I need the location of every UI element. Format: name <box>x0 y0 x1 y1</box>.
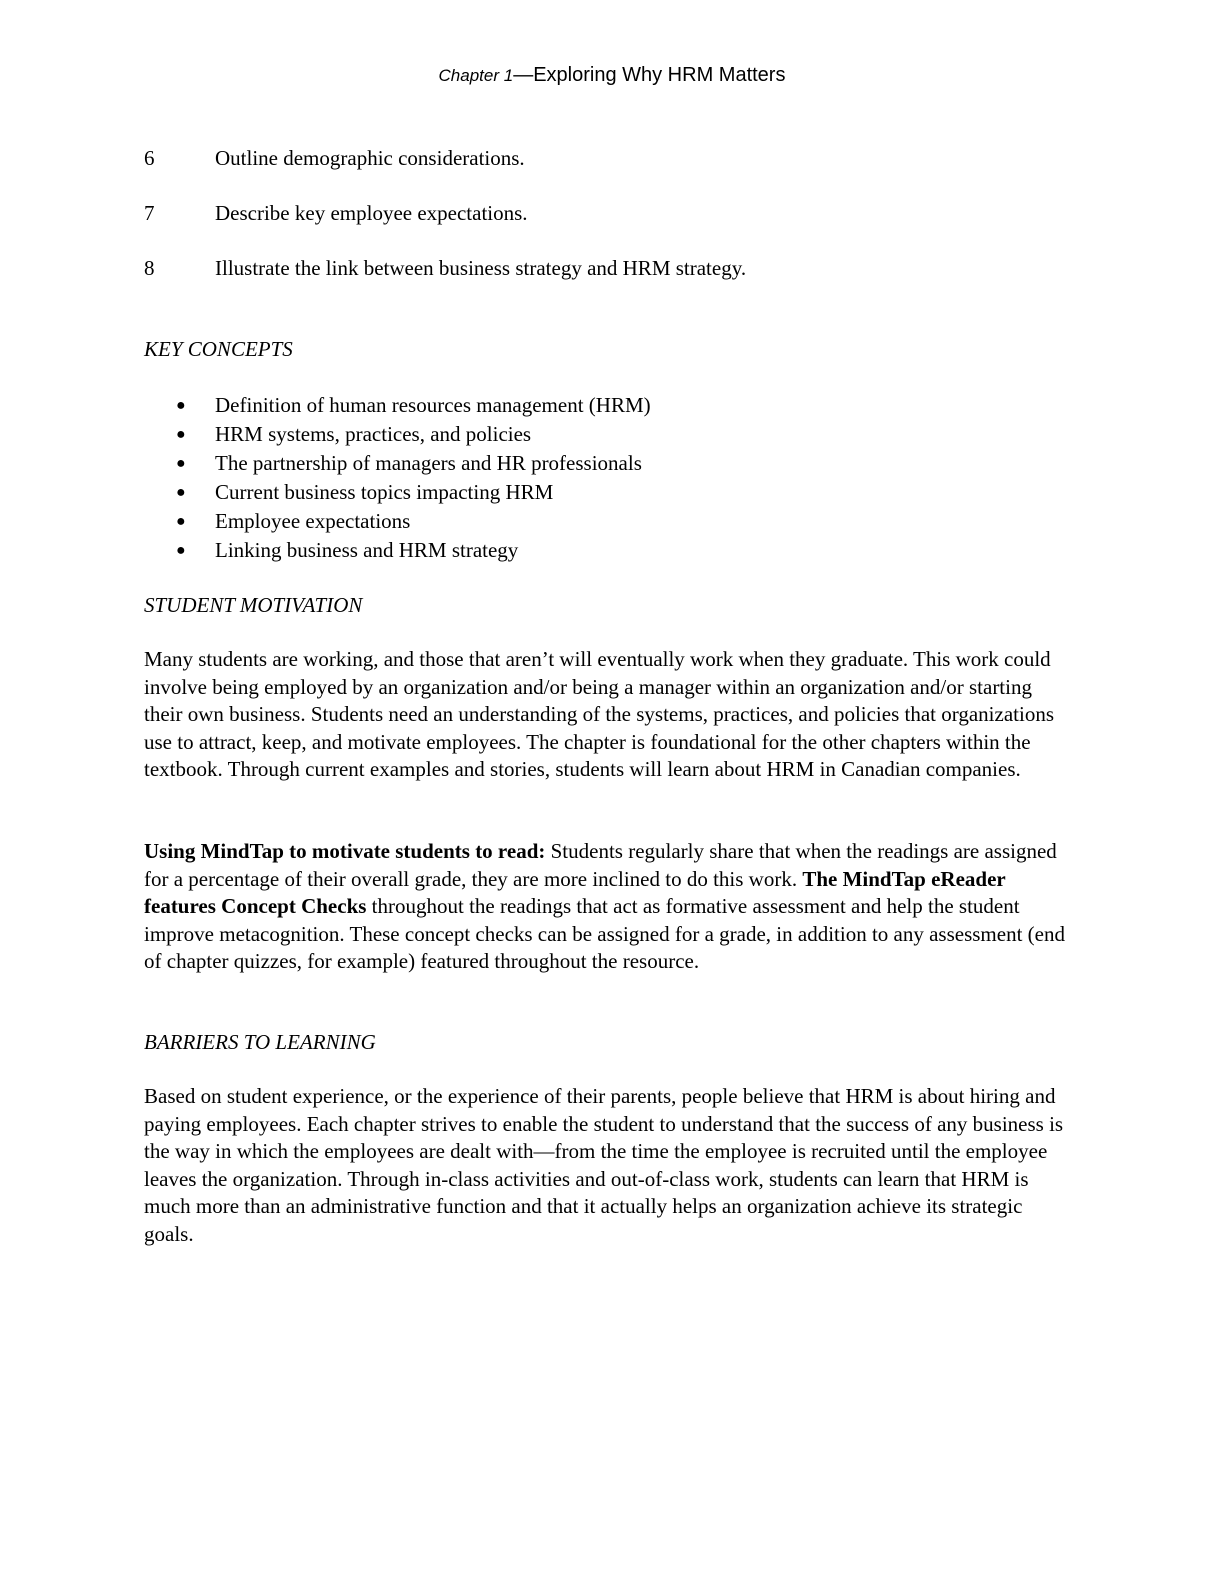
key-concepts-heading: KEY CONCEPTS <box>144 337 293 361</box>
key-concept-text: Definition of human resources management (HRM) <box>215 393 651 417</box>
bullet-icon: ● <box>176 397 186 414</box>
mindtap-bold: The MindTap eReader features Concept Checks <box>144 866 1006 918</box>
objective-item <box>144 254 1084 309</box>
chapter-label: Chapter 1 <box>438 66 514 85</box>
key-concept-item <box>144 478 1084 507</box>
mindtap-text-1: Students regularly share that when the readings are assigned for a percentage of their overall grade, they are more inclined to do this work. <box>144 839 1057 891</box>
mindtap-paragraph <box>144 838 1074 976</box>
learning-objectives-list <box>144 144 1084 309</box>
bullet-icon: ● <box>176 455 186 472</box>
objective-number: 6 <box>144 146 155 170</box>
key-concept-item <box>144 449 1084 478</box>
key-concept-text: Current business topics impacting HRM <box>215 480 554 504</box>
key-concept-item <box>144 391 1084 420</box>
key-concept-text: HRM systems, practices, and policies <box>215 422 532 446</box>
objective-item <box>144 199 1084 254</box>
page-header <box>0 62 1224 89</box>
mindtap-lead: Using MindTap to motivate students to read: <box>144 839 546 863</box>
key-concept-text: Linking business and HRM strategy <box>215 538 519 562</box>
objective-text: Outline demographic considerations. <box>215 146 525 170</box>
key-concept-item <box>144 536 1084 565</box>
key-concept-item <box>144 420 1084 449</box>
objective-number: 8 <box>144 256 155 280</box>
key-concept-item <box>144 507 1084 536</box>
student-motivation-heading: STUDENT MOTIVATION <box>144 593 363 617</box>
bullet-icon: ● <box>176 426 186 443</box>
objective-text: Describe key employee expectations. <box>215 201 528 225</box>
barriers-heading: BARRIERS TO LEARNING <box>144 1030 376 1054</box>
header-dash: — <box>513 64 534 86</box>
key-concepts-list <box>144 391 1084 565</box>
bullet-icon: ● <box>176 513 186 530</box>
bullet-icon: ● <box>176 542 186 559</box>
barriers-paragraph: Based on student experience, or the experience of their parents, people believe that HRM is about hiring and paying employees. Each chapter strives to enable the student to understand that the success of any business is the way in which the employees are dealt with—from the time the employee is recruited until the employee leaves the organization. Through in-class activities and out-of-class work, students can learn that HRM is much more than an administrative function and that it actually helps an organization achieve its strategic goals. <box>144 1084 1064 1246</box>
objective-number: 7 <box>144 201 155 225</box>
objective-text: Illustrate the link between business strategy and HRM strategy. <box>215 256 747 280</box>
mindtap-text-2: throughout the readings that act as formative assessment and help the student improve metacognition. These concept checks can be assigned for a grade, in addition to any assessment (end of chapter quizzes, for example) featured throughout the resource. <box>144 894 1065 973</box>
key-concept-text: The partnership of managers and HR professionals <box>215 451 642 475</box>
chapter-title: Exploring Why HRM Matters <box>533 64 786 86</box>
key-concept-text: Employee expectations <box>215 509 411 533</box>
objective-item <box>144 144 1084 199</box>
student-motivation-paragraph: Many students are working, and those that aren’t will eventually work when they graduate. This work could involve being employed by an organization and/or being a manager within an organization and/or starting their own business. Students need an understanding of the systems, practices, and policies that organizations use to attract, keep, and motivate employees. The chapter is foundational for the other chapters within the textbook. Through current examples and stories, students will learn about HRM in Canadian companies. <box>144 647 1055 781</box>
bullet-icon: ● <box>176 484 186 501</box>
